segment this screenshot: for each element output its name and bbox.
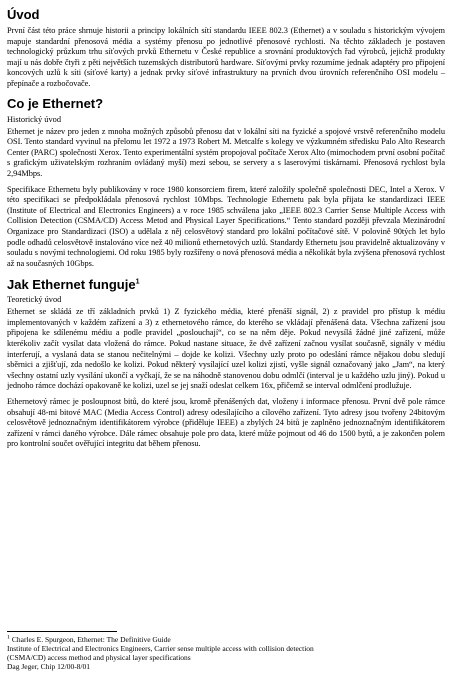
footnote-text: Charles E. Spurgeon, Ethernet: The Definitive Guide — [11, 635, 171, 644]
paragraph: Ethernetový rámec je posloupnost bitů, do které jsou, kromě přenášených dat, vloženy i informace přenosu. První dvě pole rámce obsahují 48-mi bitové MAC (Media Access Control) adresy odesílajícího a cílového zařízení. Tyto adresy jsou tvořeny 24bitovým celosvětově jednoznačným identifikátorem výrobce (přiděluje IEEE) a zbylých 24 bitů je zaplněno jednoznačným identifikátorem zařízení v rámci daného výrobce. Dále rámec obsahuje pole pro data, které může pojmout od 46 do 1500 bytů, a je zakončen polem pro kontrolní součet ověřující integritu dat během přenosu. — [7, 397, 445, 449]
footnote-line: (CSMA/CD) access method and physical layer specifications — [7, 653, 191, 662]
section-subtitle: Historický úvod — [7, 114, 61, 124]
section-title-jak-ethernet-funguje — [7, 277, 445, 293]
paragraph: První část této práce shrnuje historii a principy lokálních sítí standardu IEEE 802.3 (Ethernet) a v souladu s historickým vývojem mapuje standardní přenosová média a systémy přenosu po jednotlivé přenosové rychlosti. Na těchto základech je postaven technologický průzkum trhu síťových prvků Ethernetu v České republice a srovnání produktových řad výrobců, jejichž produkty mají u nás dobře čtyři z pěti největších tuzemských distributorů hardware. Síťovými prvky rozumíme jednak adaptéry pro připojení koncových uzlů k síti (síťové karty) a jednak prvky síťové infrastruktury na prvních dvou úrovních referenčního OSI modelu – přepínače a rozbočovače. — [7, 26, 445, 88]
footnote-reference[interactable]: 1 — [135, 278, 140, 286]
footnote-line: Institute of Electrical and Electronics Engineers, Carrier sense multiple access with collision detection — [7, 644, 314, 653]
footnote-line: Dag Jeger, Chip 12/00-8/01 — [7, 662, 91, 671]
section-subtitle: Teoretický úvod — [7, 295, 62, 305]
paragraph: Ethernet je název pro jeden z mnoha možných způsobů přenosu dat v lokální síti na fyzické a spojové vrstvě referenčního modelu OSI. Tento standard vyvinul na přelomu let 1972 a 1973 Robert M. Metcalfe s kolegy ve výzkumném středisku Palo Alto Research Center (PARC) společnosti Xerox. Tento experimentální systém propojoval počítače Xerox Alto (mimochodem první osobní počítač s grafickým uživatelským rozhraním ovládaný myší) mezi sebou, se servery a s laserovými tiskárnami. Přenosová rychlost byla 2,94Mbps. — [7, 126, 445, 178]
paragraph: Specifikace Ethernetu byly publikovány v roce 1980 konsorciem firem, které založily společně společnosti DEC, Intel a Xerox. V této specifikaci se předpokládala přenosová rychlost 10Mbps. Technologie Ethernetu pak byla přijata ke standardizaci IEEE (Institute of Electrical and Electronics Engineers) a v roce 1985 schválena jako „IEEE 802.3 Carrier Sense Multiple Access with Collision Detection (CSMA/CD) Access Metod and Physical Layer Specifications.“ Tento standard později převzala Mezinárodní Organizace pro Standardizaci (ISO) a udělala z něj celosvětový standard pro lokální počítačové sítě. V polovině 90tých let bylo podle odhadů celosvětově instalováno více než 40 milionů ethernetových uzlů. Standardy Ethernetu jsou pravidelně aktualizovány v souladu s novými technologiemi. Od roku 1985 byly rozšířeny o nová přenosová média a několikát byla zvýšena přenosová rychlost až na současných 10Gbps. — [7, 184, 445, 268]
footnote-area — [7, 635, 445, 671]
section-title-co-je-ethernet: Co je Ethernet? — [7, 95, 104, 111]
section-title-text: Jak Ethernet funguje — [7, 277, 136, 293]
paragraph: Ethernet se skládá ze tří základních prvků 1) Z fyzického média, které přenáší signál, 2) z pravidel pro přístup k médiu implementovaných v každém zařízení a 3) z ethernetového rámce, do kterého se vkládají přenášená data. Všechna zařízení jsou připojena ke sdílenému médiu a podle pravidel „poslouchají“, co se na něm děje. Pokud nevysílá žádné jiné zařízení, může kterékoliv začít vysílat data vložená do rámce. Pokud nastane situace, že dvě zařízení začnou vysílat současně, signály v médiu interferují, a vyslaná data se stanou nečitelnými – dojde ke kolizi. Všechny uzly proto po odeslání rámce nějakou dobu sledují sběrnici a zjišťují, zda nedošlo ke kolizi. Pokud některý vysílající uzel kolizi zjistí, vyšle signál označovaný jako „Jam“, na který všechny ostatní uzly vysílání ukončí a vyčkají, že se na náhodně stanovenou dobu odmlčí (interval je u každého uzlu jiný). Pokud u jednoho rámce dochází opakovaně ke kolizi, uzel se jej snaží odeslat celkem 16x, přičemž se interval odmlčení prodlužuje. — [7, 307, 445, 391]
section-title-uvod: Úvod — [7, 7, 40, 22]
footnote-line — [7, 635, 445, 644]
footnote-separator — [7, 631, 117, 632]
footnote-mark: 1 — [7, 635, 10, 641]
